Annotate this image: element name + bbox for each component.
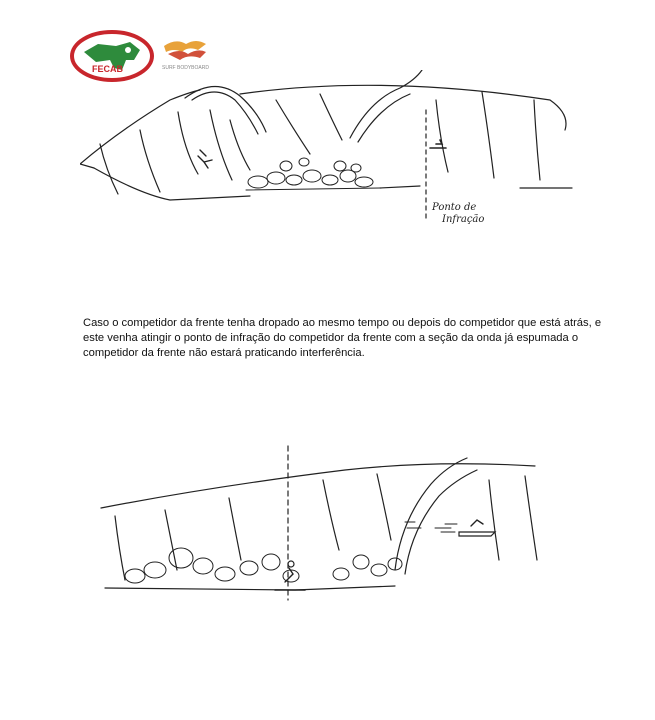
rule-caption: Caso o competidor da frente tenha dropado ao mesmo tempo ou depois do competidor que está atrás, e este venha atingir o ponto de infração do competidor da frente com a seção da onda já espumada o competidor da frente não estará praticando interferência. [83,317,602,359]
infraction-label-line1: Ponto de [432,202,477,213]
wave-sketch-top [80,70,600,230]
infraction-label-line2: Infração [442,214,485,225]
federation-logo [158,36,212,74]
federation-logo-caption: SURF BODYBOARD [162,65,209,71]
wave-sketch-bottom [95,440,555,610]
fecab-logo-text: FECAB [92,64,123,74]
